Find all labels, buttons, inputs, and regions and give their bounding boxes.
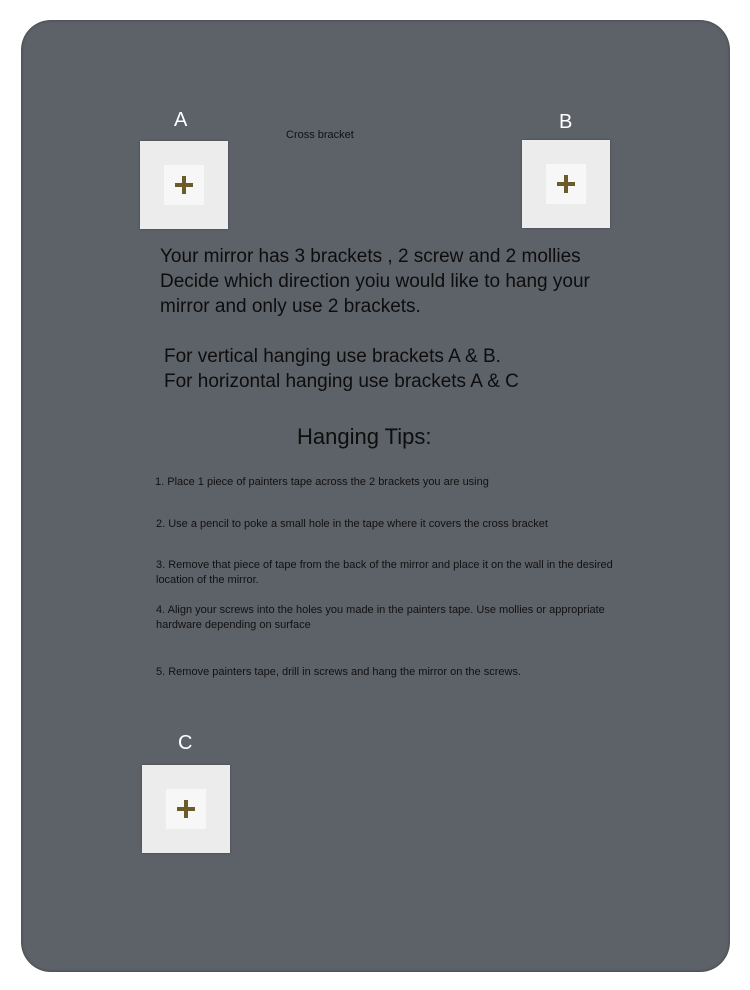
horizontal-usage-text: For horizontal hanging use brackets A & C [164, 371, 519, 392]
bracket-a [140, 141, 228, 229]
bracket-a-label: A [174, 109, 188, 131]
tip-item-1: 1. Place 1 piece of painters tape across the 2 brackets you are using [155, 476, 489, 488]
tip-item-4: 4. Align your screws into the holes you made in the painters tape. Use mollies or appropriate hardware depending on surface [156, 604, 605, 631]
cross-screw-icon [173, 174, 195, 196]
cross-screw-icon [555, 173, 577, 195]
mirror-back-panel [21, 20, 730, 972]
tip-item-5: 5. Remove painters tape, drill in screws and hang the mirror on the screws. [156, 666, 521, 678]
tip-item-3: 3. Remove that piece of tape from the back of the mirror and place it on the wall in the desired location of the mirror. [156, 559, 613, 586]
cross-bracket-label: Cross bracket [286, 129, 354, 141]
bracket-b-label: B [559, 111, 573, 133]
bracket-c [142, 765, 230, 853]
bracket-c-label: C [178, 732, 193, 754]
vertical-usage-text: For vertical hanging use brackets A & B. [164, 346, 501, 367]
intro-line-2: Decide which direction yoiu would like to hang your [160, 271, 590, 292]
cross-screw-icon [175, 798, 197, 820]
bracket-b [522, 140, 610, 228]
intro-line-1: Your mirror has 3 brackets , 2 screw and 2 mollies [160, 246, 581, 267]
tip-item-2: 2. Use a pencil to poke a small hole in the tape where it covers the cross bracket [156, 518, 548, 530]
intro-line-3: mirror and only use 2 brackets. [160, 296, 421, 317]
hanging-tips-heading: Hanging Tips: [297, 424, 432, 449]
